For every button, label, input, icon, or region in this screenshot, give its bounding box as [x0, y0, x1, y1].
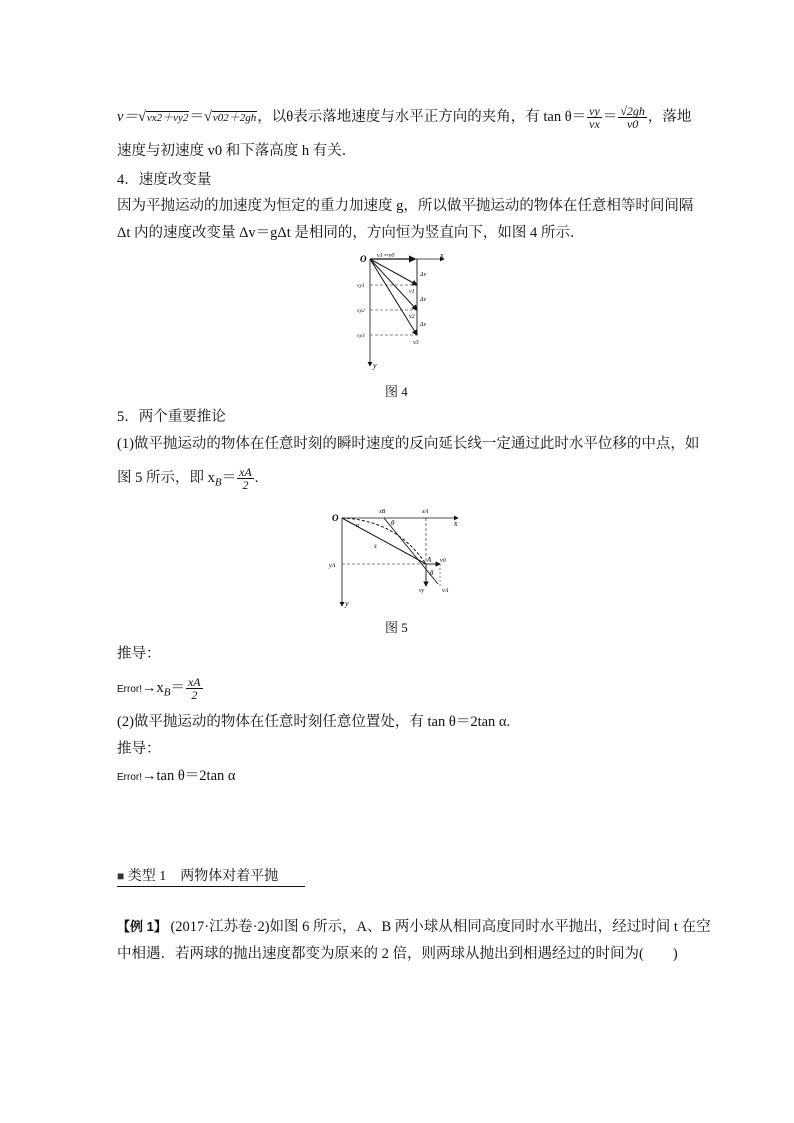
fig5-alpha: α — [356, 523, 360, 529]
fig5-v0: v0 — [440, 558, 446, 564]
sec5-p1-line1: (1)做平抛运动的物体在任意时刻的瞬时速度的反向延长线一定通过此时水平位移的中点，如 — [117, 436, 700, 452]
fig5-theta-1: θ — [391, 519, 395, 527]
example-tag: 【例 1】 — [117, 919, 167, 934]
fig5-A: A — [427, 556, 432, 564]
error-text-2: Error! — [117, 772, 142, 783]
p1-sub-b: B — [214, 476, 222, 489]
example-line2: 中相遇．若两球的抛出速度都变为原来的 2 倍，则两球从抛出到相遇经过的时间为( ) — [117, 946, 678, 962]
fig4-O: O — [360, 254, 367, 264]
derive1-arrow: →x — [142, 679, 164, 696]
p1-line2a: 图 5 所示，即 x — [117, 469, 215, 486]
type1-heading — [117, 866, 305, 887]
fig5-xA: xA — [422, 509, 429, 515]
fig4-v1: v1 — [409, 289, 415, 295]
sqrt-1: vx2＋vy2 — [146, 111, 189, 124]
derive2-rest: →tan θ＝2tan α — [142, 768, 236, 784]
fig4-vy1: vy1 — [357, 283, 365, 289]
fig4-v3: v3 — [413, 340, 419, 346]
sec5-title: 5．两个重要推论 — [117, 409, 226, 425]
sec4-title: 4．速度改变量 — [117, 172, 212, 188]
p2-line: (2)做平抛运动的物体在任意时刻任意位置处，有 tan θ＝2tan α. — [117, 714, 511, 730]
derive1-line — [117, 676, 204, 703]
eq-2: ＝ — [189, 108, 204, 125]
derive1-eq: ＝ — [170, 679, 185, 696]
derive1-sub: B — [163, 686, 171, 699]
error-text-1: Error! — [117, 683, 142, 695]
fig4-caption: 图 4 — [385, 384, 408, 399]
derive2-label: 推导： — [117, 741, 161, 757]
sec4-line1: 因为平抛运动的加速度为恒定的重力加速度 g，所以做平抛运动的物体在任意相等时间间隔 — [117, 198, 694, 214]
fig5-xB: xB — [379, 509, 386, 515]
fig4-dv-1: Δv — [420, 272, 427, 278]
p1-eq: ＝ — [221, 469, 237, 486]
frac-sqrt2gh-v0: $\frac{√2gh}{v0}$ — [620, 104, 645, 131]
frac-vy-vx: $\frac{vy}{vx}$ — [589, 104, 600, 131]
p1-dot: . — [254, 469, 259, 486]
fig4-top-label: v1＝v0 — [377, 253, 395, 259]
derive2-line — [117, 766, 235, 788]
fig4-dv-2: Δv — [420, 297, 427, 303]
example-text1: (2017·江苏卷·2)如图 6 所示，A、B 两小球从相同高度同时水平抛出，经过时间 t 在空 — [170, 919, 711, 935]
example-line1 — [117, 917, 711, 937]
sec4-line2: Δt 内的速度改变量 Δv＝gΔt 是相同的，方向恒为竖直向下，如图 4 所示． — [117, 225, 585, 241]
fig5-vy: vy — [419, 588, 425, 594]
type1-box-icon: ■ — [117, 869, 125, 883]
sqrt-2: v02＋2gh — [212, 111, 257, 124]
text-2: ，落地 — [647, 108, 692, 125]
formula-line: v＝√vx2＋vy2＝√v02＋2gh，以θ表示落地速度与水平正方向的夹角，有 tan θ＝ $\frac{vy}{vx}$ ＝ $\frac{√2gh}{v0}$ ，落地 — [117, 104, 692, 131]
fig4-y: y — [373, 361, 377, 370]
type1-label: 类型 1 两物体对着平抛 — [127, 869, 279, 884]
fig5-caption: 图 5 — [385, 620, 408, 635]
fig4-vy3: vy3 — [357, 333, 365, 339]
fig5-yA: yA — [329, 563, 336, 569]
frac-xA-2: $\frac{xA}{2}$ — [239, 465, 252, 492]
fig5-x: x — [454, 519, 458, 528]
sec5-p1-line2 — [117, 466, 258, 493]
derive1-frac: $\frac{xA}{2}$ — [187, 675, 201, 702]
fig4-vy2: vy2 — [357, 308, 365, 314]
fig5-y: y — [345, 599, 349, 608]
figure-4 — [352, 250, 462, 372]
fig4-x: x — [440, 251, 444, 260]
fig5-vA: vA — [442, 588, 449, 594]
eq-3: ＝ — [602, 108, 618, 125]
text-1: ，以θ表示落地速度与水平正方向的夹角，有 tan θ＝ — [257, 108, 587, 125]
fig5-theta-2: θ — [430, 569, 434, 577]
figure-5 — [326, 502, 466, 610]
derive1-label: 推导： — [117, 646, 161, 662]
v-eq: v＝ — [117, 108, 138, 125]
fig5-s: s — [374, 542, 377, 550]
fig4-dv-3: Δv — [420, 322, 427, 328]
fig5-O: O — [332, 513, 339, 523]
fig4-v2: v2 — [409, 314, 415, 320]
para1-line2: 速度与初速度 v0 和下落高度 h 有关． — [117, 143, 357, 159]
